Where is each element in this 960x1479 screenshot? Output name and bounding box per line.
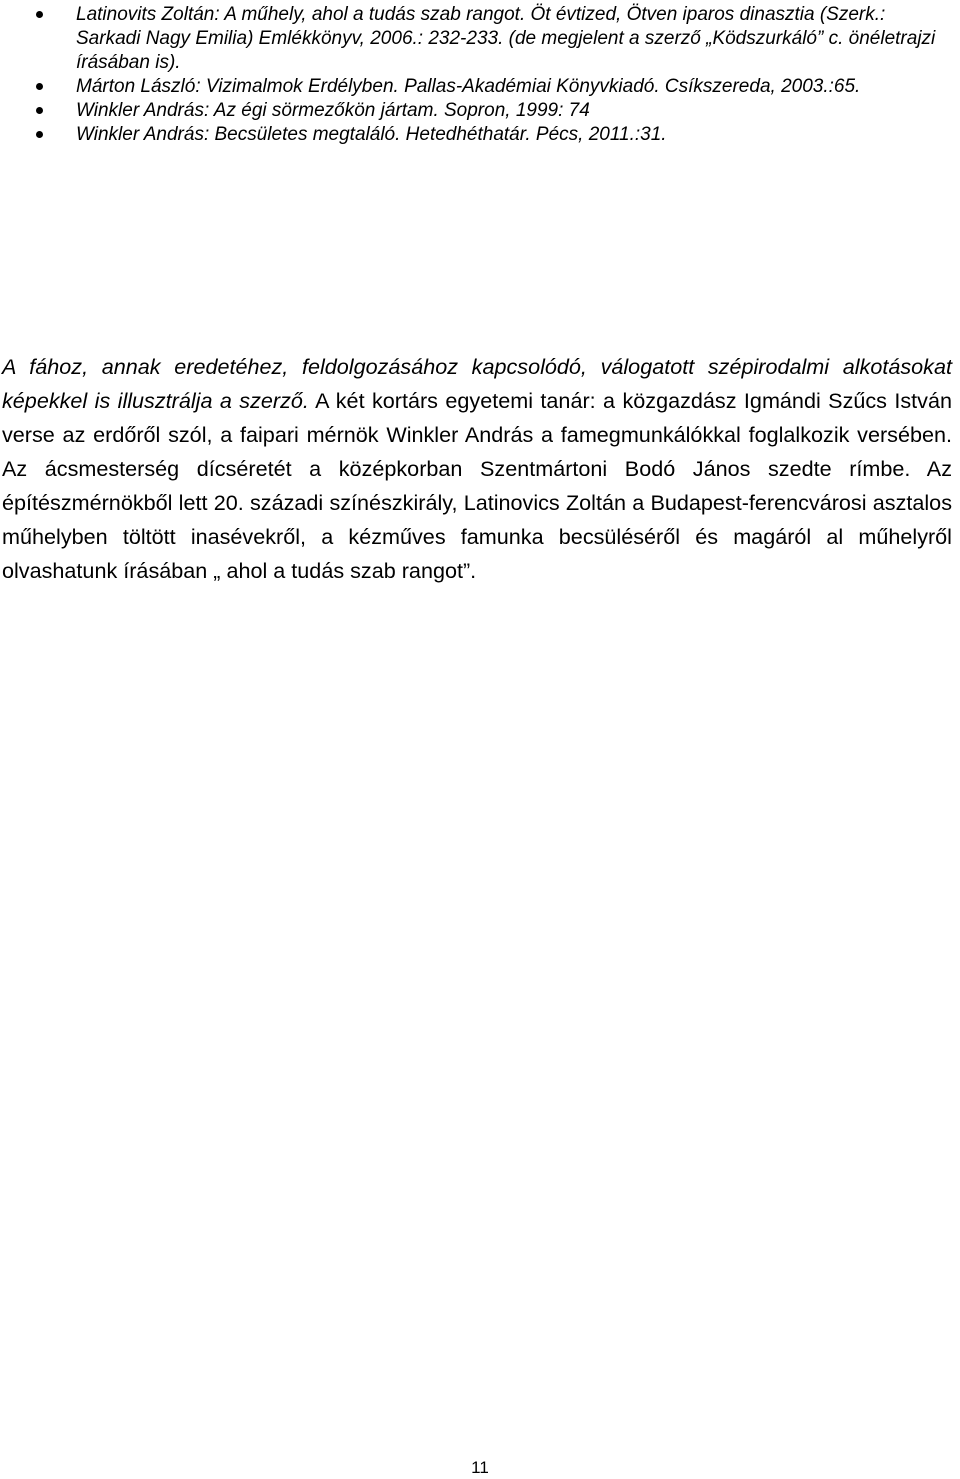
reference-text: Winkler András: Az égi sörmezőkön jártam. Sopron, 1999: 74	[76, 100, 590, 121]
reference-item	[0, 75, 960, 99]
bullet-icon	[36, 107, 43, 114]
reference-text: Márton László: Vizimalmok Erdélyben. Pallas-Akadémiai Könyvkiadó. Csíkszereda, 2003.:65.	[76, 76, 861, 97]
reference-text: Latinovits Zoltán: A műhely, ahol a tudás szab rangot. Öt évtized, Ötven iparos dinasztia (Szerk.: Sarkadi Nagy Emilia) Emlékkönyv, 2006.: 232-233. (de megjelent a szerző „Ködszurkáló” c. önéletrajzi írásában is).	[76, 4, 936, 73]
paragraph-text: A két kortárs egyetemi tanár: a közgazdász Igmándi Szűcs István verse az erdőről szól, a faipari mérnök Winkler András a famegmunkálókkal foglalkozik versében. Az ácsmesterség dícséretét a középkorban Szentmártoni Bodó János szedte rímbe. Az építészmérnökből lett 20. századi színészkirály, Latinovics Zoltán a Budapest-ferencvárosi asztalos műhelyben töltött inasévekről, a kézműves famunka becsüléséről és magáról al műhelyről olvashatunk írásában „ ahol a tudás szab rangot”.	[2, 388, 952, 583]
bullet-icon	[36, 83, 43, 90]
body-paragraph	[2, 350, 952, 588]
bullet-icon	[36, 11, 43, 18]
reference-item	[0, 0, 960, 75]
page-number: 11	[471, 1458, 489, 1477]
reference-item	[0, 123, 960, 147]
reference-text: Winkler András: Becsületes megtaláló. Hetedhéthatár. Pécs, 2011.:31.	[76, 124, 667, 145]
reference-item	[0, 99, 960, 123]
paragraph-intro-italic: A fához, annak eredetéhez, feldolgozásához kapcsolódó, válogatott szépirodalmi alkotásokat képekkel is illusztrálja a szerző.	[2, 354, 952, 413]
reference-list	[0, 0, 960, 147]
bullet-icon	[36, 131, 43, 138]
